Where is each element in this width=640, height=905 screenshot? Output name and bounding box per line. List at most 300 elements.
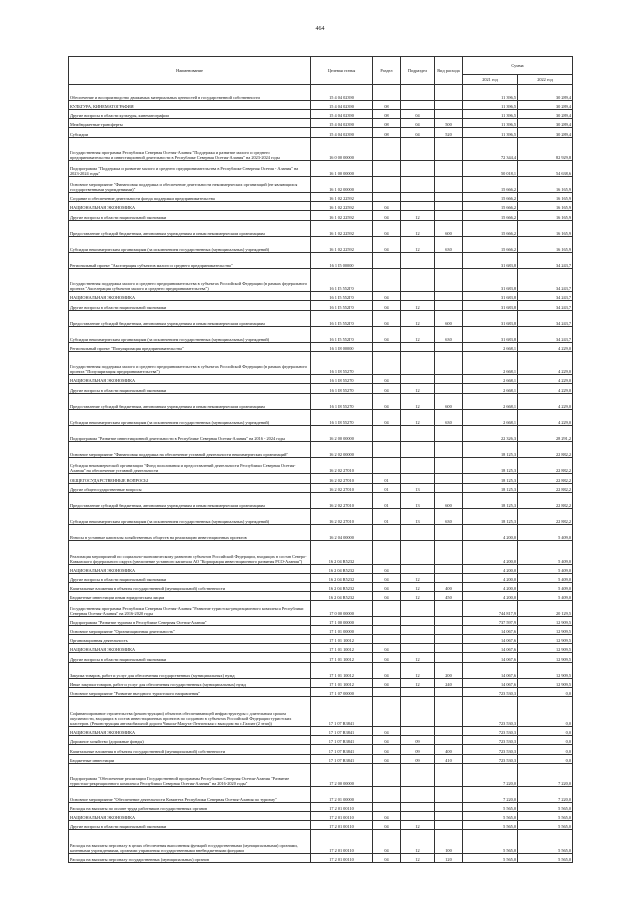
header-amount: Сумма (463, 57, 573, 75)
table-row (69, 301, 573, 310)
row-subsection (401, 193, 435, 202)
row-expense-type (435, 687, 463, 696)
row-amount-2022: 12 909,5 (518, 635, 573, 644)
row-subsection: 12 (401, 384, 435, 393)
row-expense-type (435, 786, 463, 802)
row-article: 16 2 02 27010 (311, 483, 373, 492)
row-expense-type (435, 202, 463, 211)
row-amount-2022: 0,0 (518, 754, 573, 763)
row-article: 16 1 02 22592 (311, 236, 373, 252)
row-amount-2022: 5 565,0 (518, 812, 573, 821)
row-expense-type (435, 483, 463, 492)
row-expense-type (435, 177, 463, 193)
row-article: 16 2 04 R5232 (311, 541, 373, 564)
row-amount-2021: 18 125,3 (463, 483, 518, 492)
row-section (373, 525, 401, 541)
row-subsection (401, 727, 435, 736)
row-article: 17 1 07 R3841 (311, 754, 373, 763)
row-amount-2022: 22 882,2 (518, 492, 573, 508)
row-name: Предоставление субсидий бюджетным, автономным учреждениям и иным некоммерческим организациям (69, 220, 311, 236)
row-expense-type (435, 375, 463, 384)
row-amount-2021: 14 067,6 (463, 662, 518, 678)
row-amount-2021: 4 200,0 (463, 541, 518, 564)
row-name: Субсидии некоммерческим организациям (за исключением государственных (муниципальных) учреждений) (69, 508, 311, 524)
header-section: Раздел (373, 57, 401, 85)
row-name: НАЦИОНАЛЬНАЯ ЭКОНОМИКА (69, 644, 311, 653)
row-amount-2021: 2 668,1 (463, 352, 518, 375)
row-expense-type (435, 600, 463, 616)
row-section: 04 (373, 653, 401, 662)
row-amount-2021: 15 666,2 (463, 202, 518, 211)
row-subsection (401, 202, 435, 211)
row-section: 01 (373, 474, 401, 483)
row-amount-2022: 34 243,7 (518, 301, 573, 310)
row-name: НАЦИОНАЛЬНАЯ ЭКОНОМИКА (69, 292, 311, 301)
row-subsection (401, 635, 435, 644)
row-amount-2021: 15 666,2 (463, 211, 518, 220)
row-name: Подпрограмма "Развитие туризма в Республике Северная Осетия-Алания" (69, 617, 311, 626)
row-section: 04 (373, 211, 401, 220)
row-amount-2021: 2 668,1 (463, 375, 518, 384)
row-amount-2022: 5 565,0 (518, 821, 573, 830)
row-article: 16 1 I5 552Г0 (311, 310, 373, 326)
row-expense-type (435, 352, 463, 375)
row-section: 01 (373, 508, 401, 524)
row-amount-2021: 2 668,1 (463, 393, 518, 409)
row-name: Субсидии (69, 128, 311, 137)
row-subsection (401, 442, 435, 458)
row-amount-2022: 16 165,9 (518, 177, 573, 193)
row-amount-2021: 4 200,0 (463, 591, 518, 600)
row-amount-2021: 723 530,3 (463, 696, 518, 726)
row-expense-type: 240 (435, 678, 463, 687)
row-section: 04 (373, 236, 401, 252)
row-expense-type (435, 384, 463, 393)
row-expense-type (435, 821, 463, 830)
table-row (69, 292, 573, 301)
row-name: Государственная программа Республики Северная Осетия-Алания "Развитие туристско-рекреационного комплекса Республики Северная Осетия-Алания" на 2016-2020 годы (69, 600, 311, 616)
row-section (373, 160, 401, 176)
row-section: 04 (373, 727, 401, 736)
row-article: 17 1 07 R3841 (311, 736, 373, 745)
row-section: 04 (373, 573, 401, 582)
row-name: Другие вопросы в области национальной экономики (69, 384, 311, 393)
row-expense-type (435, 727, 463, 736)
row-amount-2022: 82 929,8 (518, 137, 573, 160)
row-subsection: 12 (401, 301, 435, 310)
row-amount-2022: 4 229,0 (518, 384, 573, 393)
table-row (69, 393, 573, 409)
row-amount-2021: 31 683,8 (463, 326, 518, 342)
row-amount-2022: 5 409,0 (518, 541, 573, 564)
row-section: 04 (373, 202, 401, 211)
row-article: 17 1 00 00000 (311, 617, 373, 626)
row-name: Организационная деятельность (69, 635, 311, 644)
row-section (373, 696, 401, 726)
row-amount-2022: 4 229,0 (518, 375, 573, 384)
row-name: Региональный проект "Популяризация предпринимательства" (69, 342, 311, 351)
row-expense-type (435, 803, 463, 812)
row-expense-type (435, 541, 463, 564)
page-number: 464 (315, 26, 325, 32)
table-row (69, 128, 573, 137)
row-article: 16 1 I5 552Г0 (311, 292, 373, 301)
row-name: Расходы на выплаты персоналу в целях обеспечения выполнения функций государственными (муниципальными) органами, казенными учреждениями, органами управления государственными внебюджетными фондами (69, 830, 311, 853)
row-amount-2022: 30 289,4 (518, 101, 573, 110)
row-section: 04 (373, 393, 401, 409)
row-expense-type (435, 301, 463, 310)
table-row (69, 687, 573, 696)
row-name: Субсидии некоммерческим организациям (за исключением государственных (муниципальных) учреждений) (69, 409, 311, 425)
table-row (69, 384, 573, 393)
row-amount-2022: 5 409,0 (518, 582, 573, 591)
row-article: 17 1 01 00000 (311, 626, 373, 635)
row-section: 04 (373, 292, 401, 301)
row-subsection: 12 (401, 326, 435, 342)
row-section: 08 (373, 128, 401, 137)
row-subsection (401, 617, 435, 626)
row-name: Предоставление субсидий бюджетным, автономным учреждениям и иным некоммерческим организациям (69, 492, 311, 508)
row-name: Государственная программа Республики Северная Осетия-Алания "Поддержка и развитие малого и среднего предпринимательства и инвестиционной деятельности в Республике Северная Осетия-Алания" на 2023-2024 годы (69, 137, 311, 160)
row-name: Государственная поддержка малого и среднего предпринимательства в субъектах Российской Федерации (в рамках федерального проекта "Популяризация предпринимательства") (69, 352, 311, 375)
table-row (69, 269, 573, 292)
row-section (373, 626, 401, 635)
row-section: 04 (373, 564, 401, 573)
row-subsection: 12 (401, 591, 435, 600)
row-amount-2021: 15 666,2 (463, 236, 518, 252)
row-article: 17 1 07 R3841 (311, 745, 373, 754)
row-article: 16 1 I8 55270 (311, 375, 373, 384)
row-article: 17 1 01 10012 (311, 644, 373, 653)
row-amount-2021: 737 597,9 (463, 617, 518, 626)
row-section: 01 (373, 483, 401, 492)
row-article: 16 2 04 R5232 (311, 573, 373, 582)
row-subsection (401, 803, 435, 812)
row-subsection: 13 (401, 508, 435, 524)
row-article: 16 1 02 22592 (311, 202, 373, 211)
row-amount-2021: 2 668,1 (463, 384, 518, 393)
row-amount-2022: 30 289,4 (518, 110, 573, 119)
row-section: 04 (373, 754, 401, 763)
row-subsection: 12 (401, 409, 435, 425)
row-subsection (401, 696, 435, 726)
row-name: Межбюджетные трансферты (69, 119, 311, 128)
row-amount-2022: 4 229,0 (518, 352, 573, 375)
row-expense-type: 410 (435, 754, 463, 763)
row-amount-2021: 7 220,0 (463, 763, 518, 786)
header-expense-type: Вид расхода (435, 57, 463, 85)
table-row (69, 177, 573, 193)
table-row (69, 492, 573, 508)
row-amount-2021: 18 125,3 (463, 492, 518, 508)
row-amount-2021: 4 200,0 (463, 573, 518, 582)
table-row (69, 442, 573, 458)
row-subsection: 04 (401, 119, 435, 128)
row-name: Расходы на выплаты по оплате труда работников государственных органов (69, 803, 311, 812)
row-article: 16 1 02 22592 (311, 211, 373, 220)
table-row (69, 375, 573, 384)
row-amount-2021: 14 067,6 (463, 678, 518, 687)
row-section: 04 (373, 745, 401, 754)
row-name: Закупка товаров, работ и услуг для обеспечения государственных (муниципальных) нужд (69, 662, 311, 678)
row-article: 17 0 00 00000 (311, 600, 373, 616)
row-name: Другие вопросы в области национальной экономики (69, 211, 311, 220)
row-subsection (401, 600, 435, 616)
row-name: Софинансирование строительства (реконструкции) объектов обеспечивающей инфраструктуры с длительным сроком окупаемости, входящих в состав инвестиционных проектов по созданию в субъектах Российской Федерации туристских кластеров. (Реконструкция автомобильной дороги Чикола-Мацута-Лезгинская с выходом на с.Галиат (2 этап)) (69, 696, 311, 726)
row-name: Другие вопросы в области культуры, кинематографии (69, 110, 311, 119)
table-row (69, 626, 573, 635)
row-article: 16 1 I5 552Г0 (311, 301, 373, 310)
row-subsection: 12 (401, 821, 435, 830)
table-row (69, 727, 573, 736)
row-amount-2022: 12 909,5 (518, 678, 573, 687)
row-subsection (401, 644, 435, 653)
table-row (69, 745, 573, 754)
row-article: 16 1 02 22592 (311, 193, 373, 202)
row-amount-2021: 5 565,0 (463, 830, 518, 853)
row-expense-type (435, 763, 463, 786)
row-name: Взносы в уставные капиталы хозяйственных обществ на реализацию инвестиционных проектов (69, 525, 311, 541)
row-expense-type (435, 342, 463, 351)
row-article: 16 1 I5 00000 (311, 252, 373, 268)
row-name: Основное мероприятие "Обеспечение деятельности Комитета Республики Северная Осетия-Алания по туризму" (69, 786, 311, 802)
row-expense-type (435, 137, 463, 160)
table-body (69, 85, 573, 863)
table-row (69, 812, 573, 821)
row-subsection (401, 342, 435, 351)
row-section (373, 763, 401, 786)
header-year-2021: 2021 год (463, 75, 518, 85)
row-name: Другие вопросы в области национальной экономики (69, 653, 311, 662)
row-article: 17 2 01 00110 (311, 803, 373, 812)
row-subsection (401, 525, 435, 541)
header-article: Целевая статья (311, 57, 373, 85)
row-section (373, 252, 401, 268)
row-article: 17 2 01 00110 (311, 821, 373, 830)
row-section: 08 (373, 110, 401, 119)
table-row (69, 474, 573, 483)
table-row (69, 617, 573, 626)
row-amount-2021: 723 530,3 (463, 754, 518, 763)
row-section: 04 (373, 384, 401, 393)
row-subsection (401, 474, 435, 483)
row-amount-2021: 14 067,6 (463, 626, 518, 635)
row-amount-2022: 22 882,2 (518, 508, 573, 524)
row-section: 04 (373, 736, 401, 745)
row-amount-2022: 34 243,7 (518, 252, 573, 268)
row-amount-2022: 0,0 (518, 745, 573, 754)
row-name: Основное мероприятие "Финансовая поддержка на обеспечение уставной деятельности некоммерческих организаций" (69, 442, 311, 458)
row-subsection: 12 (401, 220, 435, 236)
row-expense-type (435, 442, 463, 458)
table-row (69, 696, 573, 726)
row-amount-2022: 34 243,7 (518, 326, 573, 342)
row-name: Предоставление субсидий бюджетным, автономным учреждениям и иным некоммерческим организациям (69, 393, 311, 409)
row-name: Капитальные вложения в объекты государственной (муниципальной) собственности (69, 745, 311, 754)
row-amount-2021: 31 683,8 (463, 310, 518, 326)
row-amount-2022: 12 909,5 (518, 662, 573, 678)
row-expense-type (435, 696, 463, 726)
row-article: 17 2 00 00000 (311, 763, 373, 786)
row-name: Подпрограмма "Обеспечение реализации Государственной программы Республики Северная Осетия-Алания "Развитие туристско-рекреационного комплекса Республики Северная Осетия-Алания" на 2016-2020 годы" (69, 763, 311, 786)
row-article: 16 1 I8 55270 (311, 409, 373, 425)
row-expense-type (435, 193, 463, 202)
row-section (373, 352, 401, 375)
row-subsection: 12 (401, 211, 435, 220)
row-expense-type (435, 564, 463, 573)
row-name: Обеспечение и воспроизводство движимых материальных ценностей в государственной собственности (69, 85, 311, 101)
table-row (69, 564, 573, 573)
row-amount-2022: 5 565,0 (518, 853, 573, 862)
row-name: Другие вопросы в области национальной экономики (69, 821, 311, 830)
row-article: 16 1 I8 55270 (311, 384, 373, 393)
row-amount-2022: 0,0 (518, 687, 573, 696)
table-row (69, 119, 573, 128)
row-name: Бюджетные инвестиции иным юридическим лицам (69, 591, 311, 600)
row-subsection: 09 (401, 736, 435, 745)
row-article: 16 2 04 00000 (311, 525, 373, 541)
row-amount-2022: 20 129,5 (518, 600, 573, 616)
row-name: НАЦИОНАЛЬНАЯ ЭКОНОМИКА (69, 727, 311, 736)
row-name: Расходы на выплаты персоналу государственных (муниципальных) органов (69, 853, 311, 862)
table-row (69, 137, 573, 160)
row-subsection: 12 (401, 310, 435, 326)
row-amount-2021: 31 683,8 (463, 269, 518, 292)
row-amount-2021: 5 565,0 (463, 812, 518, 821)
row-amount-2022: 5 409,0 (518, 573, 573, 582)
row-expense-type: 400 (435, 745, 463, 754)
row-expense-type: 600 (435, 220, 463, 236)
row-amount-2022: 54 638,6 (518, 160, 573, 176)
row-amount-2022: 5 565,0 (518, 803, 573, 812)
row-section (373, 687, 401, 696)
row-subsection (401, 352, 435, 375)
row-subsection: 12 (401, 573, 435, 582)
row-section: 04 (373, 220, 401, 236)
table-row (69, 220, 573, 236)
table-row (69, 678, 573, 687)
row-article: 17 2 01 00110 (311, 853, 373, 862)
table-row (69, 110, 573, 119)
row-article: 17 1 01 10012 (311, 653, 373, 662)
row-section: 04 (373, 375, 401, 384)
row-expense-type (435, 101, 463, 110)
row-amount-2021: 18 125,3 (463, 458, 518, 474)
row-expense-type: 600 (435, 492, 463, 508)
row-expense-type: 630 (435, 326, 463, 342)
row-amount-2022: 30 289,4 (518, 85, 573, 101)
table-row (69, 236, 573, 252)
row-expense-type: 600 (435, 310, 463, 326)
row-amount-2022: 0,0 (518, 727, 573, 736)
row-subsection: 12 (401, 853, 435, 862)
table-row (69, 85, 573, 101)
table-row (69, 635, 573, 644)
row-article: 16 2 02 27010 (311, 492, 373, 508)
row-expense-type: 500 (435, 119, 463, 128)
row-amount-2021: 11 396,5 (463, 101, 518, 110)
row-name: НАЦИОНАЛЬНАЯ ЭКОНОМИКА (69, 202, 311, 211)
row-article: 17 1 07 R3841 (311, 727, 373, 736)
row-amount-2022: 4 229,0 (518, 342, 573, 351)
row-subsection: 12 (401, 653, 435, 662)
row-expense-type: 630 (435, 236, 463, 252)
row-subsection (401, 458, 435, 474)
row-amount-2021: 723 530,3 (463, 736, 518, 745)
row-section: 04 (373, 591, 401, 600)
table-row (69, 573, 573, 582)
row-name: НАЦИОНАЛЬНАЯ ЭКОНОМИКА (69, 375, 311, 384)
row-amount-2021: 31 683,8 (463, 252, 518, 268)
row-expense-type: 450 (435, 591, 463, 600)
row-amount-2021: 2 668,1 (463, 342, 518, 351)
row-amount-2021: 50 018,1 (463, 160, 518, 176)
row-amount-2022: 30 289,4 (518, 128, 573, 137)
row-article: 16 2 02 00000 (311, 442, 373, 458)
row-article: 16 1 00 00000 (311, 160, 373, 176)
table-row (69, 853, 573, 862)
table-row (69, 409, 573, 425)
row-amount-2022: 5 409,0 (518, 564, 573, 573)
table-row (69, 352, 573, 375)
row-section: 01 (373, 492, 401, 508)
row-expense-type (435, 425, 463, 441)
row-expense-type (435, 812, 463, 821)
table-row (69, 425, 573, 441)
row-subsection: 09 (401, 745, 435, 754)
row-amount-2022: 12 909,5 (518, 626, 573, 635)
row-section: 04 (373, 812, 401, 821)
row-article: 16 2 02 27010 (311, 508, 373, 524)
row-amount-2021: 14 067,6 (463, 644, 518, 653)
budget-table (68, 56, 573, 863)
table-row (69, 662, 573, 678)
row-amount-2021: 4 200,0 (463, 525, 518, 541)
header-name: Наименование (69, 57, 311, 85)
row-article: 17 1 01 10012 (311, 662, 373, 678)
row-subsection (401, 101, 435, 110)
row-section: 04 (373, 310, 401, 326)
row-section (373, 137, 401, 160)
row-name: Другие общегосударственные вопросы (69, 483, 311, 492)
row-amount-2022: 16 165,9 (518, 211, 573, 220)
row-section (373, 342, 401, 351)
row-section: 04 (373, 821, 401, 830)
row-amount-2021: 15 666,2 (463, 177, 518, 193)
row-subsection (401, 564, 435, 573)
row-section: 04 (373, 582, 401, 591)
row-amount-2021: 11 396,5 (463, 128, 518, 137)
row-article: 16 2 04 R5232 (311, 564, 373, 573)
row-subsection: 13 (401, 483, 435, 492)
table-row (69, 525, 573, 541)
row-amount-2022: 34 243,7 (518, 269, 573, 292)
row-expense-type: 120 (435, 853, 463, 862)
row-article: 17 2 01 00110 (311, 830, 373, 853)
row-amount-2021: 4 200,0 (463, 564, 518, 573)
row-subsection (401, 763, 435, 786)
row-amount-2022: 7 220,0 (518, 786, 573, 802)
row-article: 15 4 04 02390 (311, 101, 373, 110)
table-row (69, 653, 573, 662)
row-amount-2022: 16 165,9 (518, 220, 573, 236)
table-row (69, 541, 573, 564)
table-row (69, 101, 573, 110)
row-subsection: 04 (401, 110, 435, 119)
header-year-2022: 2022 год (518, 75, 573, 85)
row-expense-type: 630 (435, 409, 463, 425)
row-article: 15 4 04 02390 (311, 119, 373, 128)
